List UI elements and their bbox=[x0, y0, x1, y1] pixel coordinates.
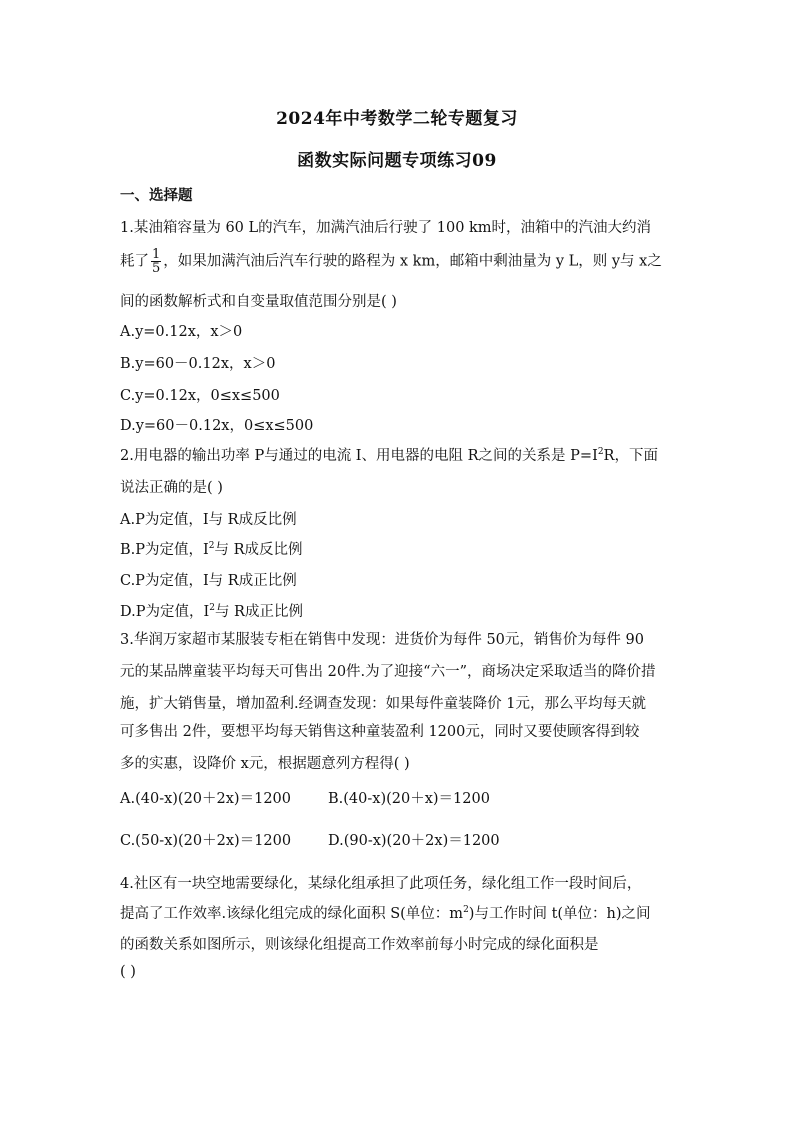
fraction-numerator: 1 bbox=[152, 247, 161, 262]
page-title: 2024年中考数学二轮专题复习 bbox=[276, 109, 518, 129]
q3-option-b: B.(40-x)(20＋x)＝1200 bbox=[328, 791, 490, 807]
q2-option-c: C.P为定值，I与 R成正比例 bbox=[120, 573, 297, 589]
q1-line-2-prefix: 耗了 bbox=[120, 253, 149, 270]
q4-line-2 bbox=[120, 902, 651, 923]
q1-option-b: B.y=60－0.12x，x＞0 bbox=[120, 356, 276, 372]
q1-option-d: D.y=60－0.12x，0≤x≤500 bbox=[120, 418, 314, 434]
fraction-one-fifth bbox=[151, 248, 161, 275]
q2-line-1-text: 2.用电器的输出功率 P与通过的电流 I、用电器的电阻 R之间的关系是 P=I bbox=[120, 448, 598, 464]
q1-option-a: A.y=0.12x，x＞0 bbox=[120, 324, 243, 340]
superscript: 2 bbox=[209, 603, 215, 613]
superscript: 2 bbox=[463, 905, 469, 915]
q2-option-b-end: 与 R成反比例 bbox=[214, 542, 303, 558]
superscript: 2 bbox=[597, 447, 604, 457]
q1-line-2 bbox=[120, 248, 662, 275]
q3-option-a: A.(40-x)(20＋2x)＝1200 bbox=[120, 791, 291, 807]
q1-option-c: C.y=0.12x，0≤x≤500 bbox=[120, 388, 280, 404]
q2-option-a: A.P为定值，I与 R成反比例 bbox=[120, 512, 297, 528]
q4-line-3: 的函数关系如图所示，则该绿化组提高工作效率前每小时完成的绿化面积是 bbox=[120, 937, 599, 953]
q3-option-d: D.(90-x)(20＋2x)＝1200 bbox=[328, 833, 500, 849]
fraction-denominator: 5 bbox=[152, 261, 161, 276]
q2-line-2: 说法正确的是( ) bbox=[120, 480, 223, 496]
q3-line-5: 多的实惠，设降价 x元，根据题意列方程得( ) bbox=[120, 756, 410, 772]
q4-line-1: 4.社区有一块空地需要绿化，某绿化组承担了此项任务，绿化组工作一段时间后， bbox=[120, 876, 642, 892]
q4-line-4: ( ) bbox=[120, 964, 136, 980]
q4-line-2-text: 提高了工作效率.该绿化组完成的绿化面积 S(单位：m bbox=[120, 906, 464, 922]
q2-option-d-text: D.P为定值，I bbox=[120, 604, 210, 620]
q3-line-2: 元的某品牌童装平均每天可售出 20件.为了迎接“六一”，商场决定采取适当的降价措 bbox=[120, 664, 656, 680]
q1-line-2-suffix: ，如果加满汽油后汽车行驶的路程为 x km，邮箱中剩油量为 y L，则 y与 x之 bbox=[163, 253, 662, 270]
section-heading: 一、选择题 bbox=[120, 187, 193, 204]
q2-option-d-end: 与 R成正比例 bbox=[214, 604, 303, 620]
q3-option-c: C.(50-x)(20＋2x)＝1200 bbox=[120, 833, 292, 849]
q2-option-b bbox=[120, 538, 303, 559]
q3-line-3: 施，扩大销售量，增加盈利.经调查发现：如果每件童装降价 1元，那么平均每天就 bbox=[120, 696, 646, 712]
q2-option-b-text: B.P为定值，I bbox=[120, 542, 209, 558]
q2-line-1 bbox=[120, 444, 658, 465]
q3-line-4: 可多售出 2件，要想平均每天销售这种童装盈利 1200元，同时又要使顾客得到较 bbox=[120, 724, 640, 740]
q2-option-d bbox=[120, 600, 303, 621]
q1-line-1: 1.某油箱容量为 60 L的汽车，加满汽油后行驶了 100 km时，油箱中的汽油大约消 bbox=[120, 220, 652, 236]
q1-line-3: 间的函数解析式和自变量取值范围分别是( ) bbox=[120, 294, 397, 310]
superscript: 2 bbox=[208, 541, 215, 551]
q3-line-1: 3.华润万家超市某服装专柜在销售中发现：进货价为每件 50元，销售价为每件 90 bbox=[120, 632, 644, 648]
page-subtitle: 函数实际问题专项练习09 bbox=[297, 151, 497, 171]
q4-line-2-end: )与工作时间 t(单位：h)之间 bbox=[468, 906, 651, 922]
q2-line-1-end: R，下面 bbox=[603, 448, 658, 464]
